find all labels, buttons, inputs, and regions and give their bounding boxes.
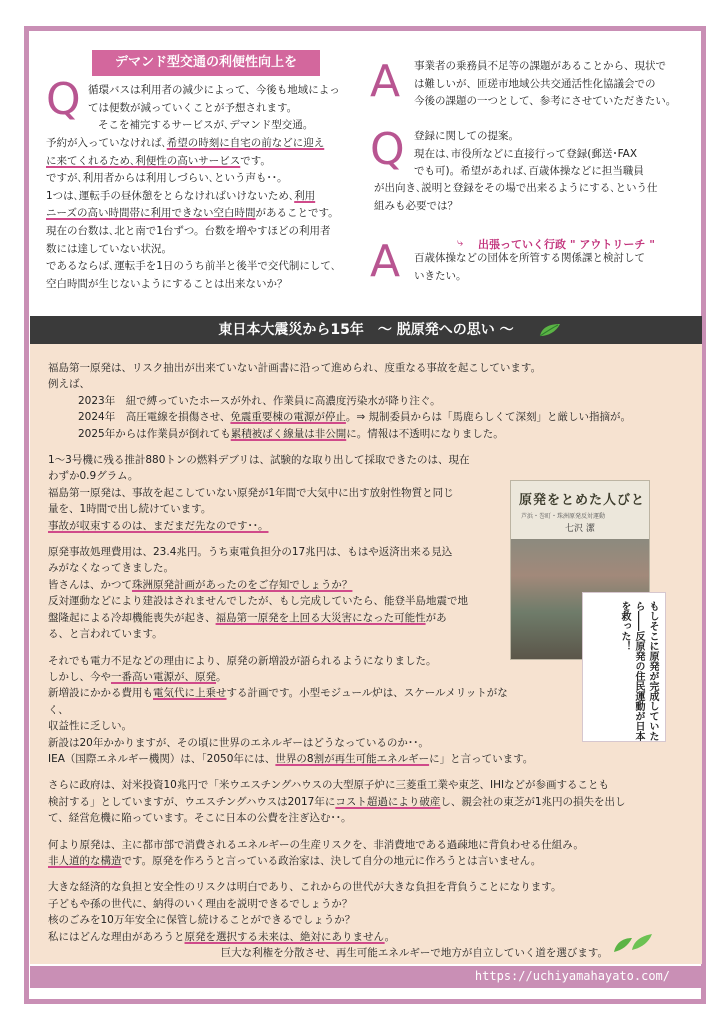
q2-text: 登録に関しての提案。 現在は､市役所などに直接行って登録(郵送･FAX でも可)。希望があれば､百歳体操などに担当職員	[414, 130, 644, 178]
q1-text: 循環バスは利用者の減少によって、今後も地域によっ ては便数が減っていくことが予想されます。 そこを補完するサービスが､デマンド型交通。	[88, 84, 340, 132]
a1-letter: A	[370, 56, 401, 107]
sprout-icon	[610, 928, 654, 956]
book-author: 七沢 潔	[565, 524, 595, 534]
article-body: 福島第一原発は、リスク抽出が出来ていない計画書に沿って進められ、度重なる事故を起こしています。 例えば、 2023年 紐で縛っていたホースが外れ、作業員に高濃度汚染水が降り注ぐ。 2024年 高圧電線を損傷させ、免震重要棟の電源が停止。⇒ 規制委員からは「馬鹿らしくて深刻」と厳しい指摘が。 2025年からは作業員が倒れても累積被ばく線量は非公開に。情報は不透明になりました。 1～3号機に残る推計880トンの燃料デブリは、試験的な取り出して採取できたのは、現在 わずか0.9グラム。 福島第一原発は、事故を起こしていない原発が1年間で大気中に出す放射性物質と同じ 量を、1時間で出し続けています。 事故が収束するのは、まだまだ先なのです･･。 原発事故処理費用は、23.4兆円。うち東電負担分の17兆円は、もはや返済出来る見込 みがなくなってきました。 皆さんは、かつて珠洲原発計画があったのをご存知でしょうか？ 反対運動などにより建設はされませんでしたが、もし完成していたら、能登半島地震で地 盤隆起による冷却機能喪失が起き、福島第一原発を上回る大災害になった可能性があ る、と言われています。 それでも電力不足などの理由により、原発の新増設が語られるようになりました。 しかし、今や一番高い電源が、原発。 新増設にかかる費用も電気代に上乗せする計画です。小型モジュール炉は、スケールメリットがなく、 収益性に乏しい。 新設は20年かかりますが、その頃に世界のエネルギーはどうなっているのか･･。 IEA（国際エネルギー機関）は、「2050年には、世界の8割が再生可能エネルギーに」と言っています。 さらに政府は、対米投資10兆円で「米ウエスチングハウスの大型原子炉に三菱重工業や東芝、IHIなどが参画することも 検討する」としていますが、ウエスチングハウスは2017年にコスト超過により破産し、親会社の東芝が1兆円の損失を出し て、経営危機に陥っています。そこに日本の公費を注ぎ込む･･。 何より原発は、主に都市部で消費されるエネルギーの生産リスクを、非消費地である過疎地に背負わせる仕組み。 非人道的な構造です。原発を作ろうと言っている政治家は、決して自分の地元に作ろうとは言いません。 大きな経済的な負担と安全性のリスクは明白であり、これからの世代が大きな負担を背負うことになります。 子どもや孫の世代に、納得のいく理由を説明できるでしょうか？ 核のごみを10万年安全に保管し続けることができるでしょうか？ 私にはどんな理由があろうと原発を選択する未来は、絶対にありません。 巨大な利権を分散させ、再生可能エネルギーで地方が自立していく道を選びます。	[48, 362, 632, 959]
outreach-callout: 出張っていく行政 " アウトリーチ "	[478, 238, 655, 251]
curved-arrow-icon: ⤷	[457, 236, 464, 249]
q2-text-cont: が出向き､説明と登録をその場で出来るようにする､という仕 組みも必要では？	[374, 182, 658, 212]
q2-letter: Q	[370, 124, 405, 175]
book-band	[582, 592, 666, 742]
a1-text: 事業者の乗務員不足等の課題があることから、現状で は難しいが、匝瑳市地域公共交通活性化協議会での 今後の課題の一つとして、参考にさせていただきたい。	[414, 60, 677, 108]
a2-text: 百歳体操などの団体を所管する関係課と検討して いきたい。	[414, 252, 645, 282]
a2-letter: A	[370, 236, 401, 287]
footer-bar	[30, 966, 702, 988]
leaf-icon	[538, 322, 562, 338]
book-title: 原発をとめた人びと	[519, 493, 646, 508]
q1-text-cont: 予約が入っていなければ､希望の時刻に自宅の前などに迎え に来てくれるため､利便性の高いサービスです。 ですが､利用者からは利用しづらい､という声も･･。 1つは､運転手の昼休憩をとらなければいけないため､利用 ニーズの高い時間帯に利用できない空白時間があることです。 現在の台数は､北と南で1台ずつ。台数を増やすほどの利用者 数には達していない状況。 であるならば､運転手を1日のうち前半と後半で交代制にして､ 空白時間が生じないようにすることは出来ないか？	[46, 137, 339, 290]
qa-section-title: デマンド型交通の利便性向上を	[92, 50, 320, 76]
footer-url-link[interactable]: https://uchiyamahayato.com/	[474, 969, 670, 983]
book-band-text: もしそこに原発が完成していたら――反原発の住民運動が日本を救った！	[619, 601, 658, 741]
section-title: 東日本大震災から15年 ～ 脱原発への思い ～	[218, 322, 514, 338]
section-header-bar	[30, 316, 702, 344]
book-subtitle: 芦浜・巻町・珠洲原発反対運動	[521, 513, 606, 520]
q1-letter: Q	[46, 74, 81, 125]
